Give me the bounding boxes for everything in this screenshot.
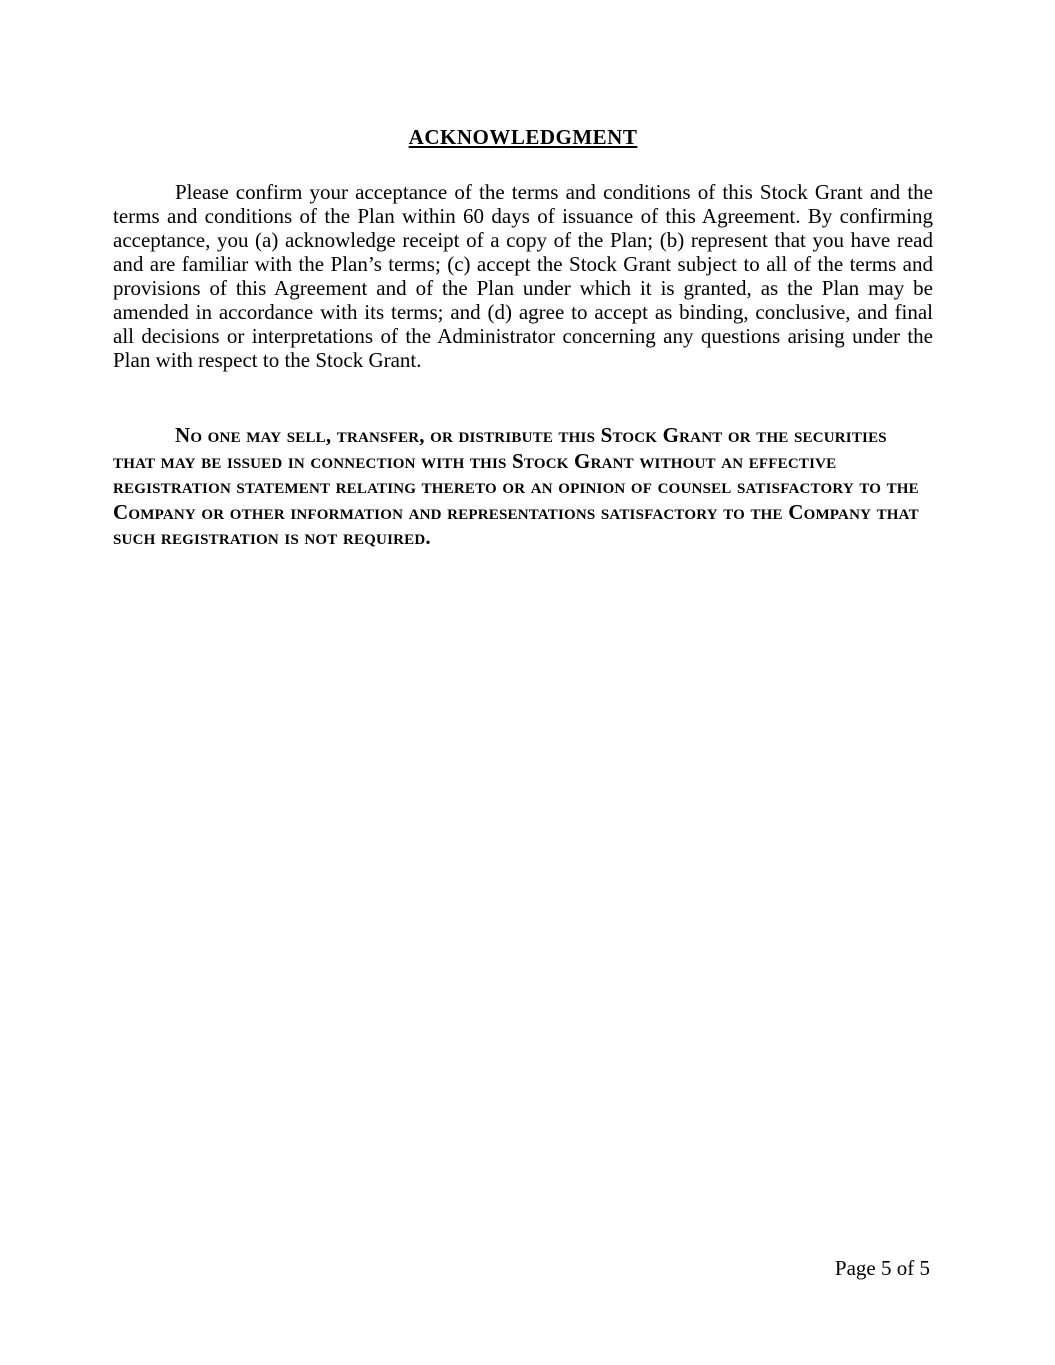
document-title bbox=[113, 125, 933, 150]
document-content bbox=[113, 0, 933, 551]
page-number: Page 5 of 5 bbox=[834, 1256, 930, 1280]
transfer-restriction-paragraph: No one may sell, transfer, or distribute this Stock Grant or the securities that may be issued in connection with this Stock Grant without an effective registration statement relating thereto or an opinion of counsel satisfactory to the Company or other information and representations satisfactory to the Company that such registration is not required. bbox=[113, 423, 919, 549]
acknowledgment-body-paragraph: Please confirm your acceptance of the terms and conditions of this Stock Grant and the terms and conditions of the Plan within 60 days of issuance of this Agreement. By confirming acceptance, you (a) acknowledge receipt of a copy of the Plan; (b) represent that you have read and are familiar with the Plan’s terms; (c) accept the Stock Grant subject to all of the terms and provisions of this Agreement and of the Plan under which it is granted, as the Plan may be amended in accordance with its terms; and (d) agree to accept as binding, conclusive, and final all decisions or interpretations of the Administrator concerning any questions arising under the Plan with respect to the Stock Grant. bbox=[113, 180, 933, 372]
document-title-text: ACKNOWLEDGMENT bbox=[408, 125, 638, 149]
